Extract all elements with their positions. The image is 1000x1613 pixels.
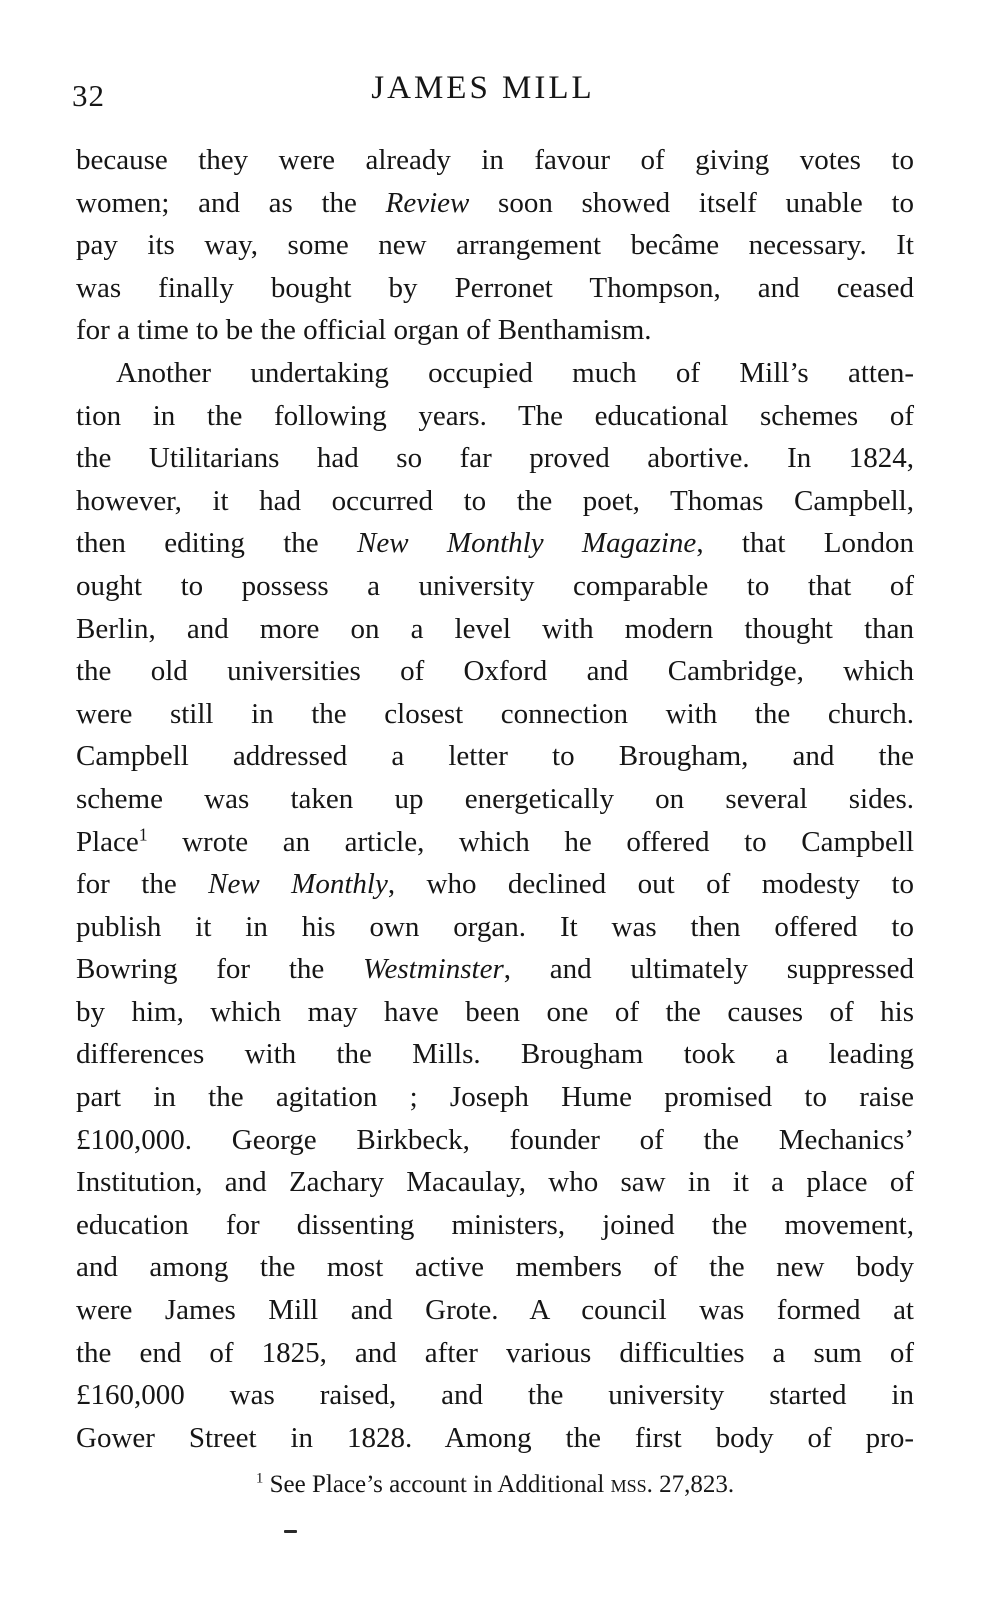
running-head: JAMES MILL xyxy=(371,70,595,106)
text-segment: wrote an article, which he offered to Campbell xyxy=(147,825,914,858)
text-segment: by him, which may have been one of the causes of his xyxy=(76,995,914,1028)
text-segment: £160,000 was raised, and the university started in xyxy=(76,1379,914,1412)
text-line xyxy=(76,991,914,1034)
text-segment: however, it had occurred to the poet, Thomas Campbell, xyxy=(76,484,914,517)
text-line xyxy=(76,1246,914,1289)
text-segment: and among the most active members of the new body xyxy=(76,1251,914,1284)
text-segment: were still in the closest connection with the church. xyxy=(76,697,914,730)
text-line xyxy=(76,1417,914,1460)
text-segment: 1 xyxy=(138,823,148,844)
text-segment: women; and as the xyxy=(76,186,386,219)
text-segment: See Place’s account in Additional xyxy=(263,1471,611,1498)
text-segment: pay its way, some new arrangement becâme necessary. It xyxy=(76,229,914,262)
stray-dash-mark xyxy=(284,1530,297,1533)
page-number: 32 xyxy=(72,78,105,113)
text-block xyxy=(76,139,914,1459)
text-line xyxy=(76,1332,914,1375)
text-segment: then editing the xyxy=(76,527,357,560)
text-line xyxy=(76,1204,914,1247)
text-line xyxy=(76,1374,914,1417)
text-line xyxy=(76,309,914,352)
text-segment: mss. xyxy=(610,1471,653,1498)
text-segment: the old universities of Oxford and Cambridge, which xyxy=(76,655,914,688)
text-segment: were James Mill and Grote. A council was formed at xyxy=(76,1294,914,1327)
text-segment: because they were already in favour of giving votes to xyxy=(76,144,914,176)
paragraph xyxy=(76,352,914,1459)
text-segment: Westminster xyxy=(363,953,504,986)
text-line xyxy=(76,948,914,991)
text-segment: Review xyxy=(385,186,470,219)
text-segment: , who declined out of modesty to xyxy=(387,868,914,901)
text-segment: education for dissenting ministers, joined the movement, xyxy=(76,1208,914,1241)
text-segment: soon showed itself unable to xyxy=(469,186,914,219)
text-line xyxy=(76,352,914,395)
text-line xyxy=(76,735,914,778)
text-segment: New Monthly xyxy=(208,868,388,901)
text-line xyxy=(76,139,914,182)
text-line xyxy=(76,182,914,225)
text-line xyxy=(76,437,914,480)
text-segment: scheme was taken up energetically on several sides. xyxy=(76,782,914,815)
text-segment: New Monthly Magazine xyxy=(357,527,697,560)
text-segment: Institution, and Zachary Macaulay, who saw in it a place of xyxy=(76,1166,914,1199)
text-segment: the end of 1825, and after various difficulties a sum of xyxy=(76,1336,914,1369)
text-line xyxy=(76,608,914,651)
text-line xyxy=(76,395,914,438)
text-line xyxy=(76,1161,914,1204)
text-segment: part in the agitation ; Joseph Hume promised to raise xyxy=(76,1081,914,1114)
text-segment: publish it in his own organ. It was then offered to xyxy=(76,910,914,943)
text-line xyxy=(76,863,914,906)
text-segment: £100,000. George Birkbeck, founder of the Mechanics’ xyxy=(76,1123,914,1156)
text-segment: , and ultimately suppressed xyxy=(503,953,914,986)
text-line xyxy=(76,224,914,267)
text-segment: Place xyxy=(76,825,139,858)
text-segment: tion in the following years. The educational schemes of xyxy=(76,399,914,432)
text-segment: 1 xyxy=(255,1470,264,1487)
text-line xyxy=(76,1289,914,1332)
text-line xyxy=(76,1076,914,1119)
text-segment: , that London xyxy=(696,527,914,560)
text-line xyxy=(76,650,914,693)
text-segment: was finally bought by Perronet Thompson, and ceased xyxy=(76,271,914,304)
text-segment: for the xyxy=(76,868,209,901)
text-segment: Berlin, and more on a level with modern thought than xyxy=(76,612,914,645)
text-segment: for a time to be the official organ of Benthamism. xyxy=(76,314,652,347)
text-segment: the Utilitarians had so far proved abortive. In 1824, xyxy=(76,442,914,475)
text-segment: 27,823. xyxy=(652,1471,735,1498)
text-line xyxy=(76,906,914,949)
paragraph xyxy=(76,139,914,352)
text-line xyxy=(76,1119,914,1162)
text-segment: Gower Street in 1828. Among the first body of pro- xyxy=(76,1421,914,1454)
text-segment: ought to possess a university comparable to that of xyxy=(76,569,914,602)
text-line xyxy=(76,821,914,864)
text-segment: Bowring for the xyxy=(76,953,364,986)
text-segment: differences with the Mills. Brougham took a leading xyxy=(76,1038,914,1071)
text-line xyxy=(76,480,914,523)
text-line xyxy=(76,522,914,565)
text-line xyxy=(76,778,914,821)
text-line xyxy=(76,1033,914,1076)
text-line xyxy=(76,693,914,736)
text-line xyxy=(76,267,914,310)
text-segment: Campbell addressed a letter to Brougham, and the xyxy=(76,740,914,773)
text-line xyxy=(76,565,914,608)
text-segment: Another undertaking occupied much of Mill’s atten- xyxy=(116,356,914,389)
footnote xyxy=(76,1468,914,1502)
